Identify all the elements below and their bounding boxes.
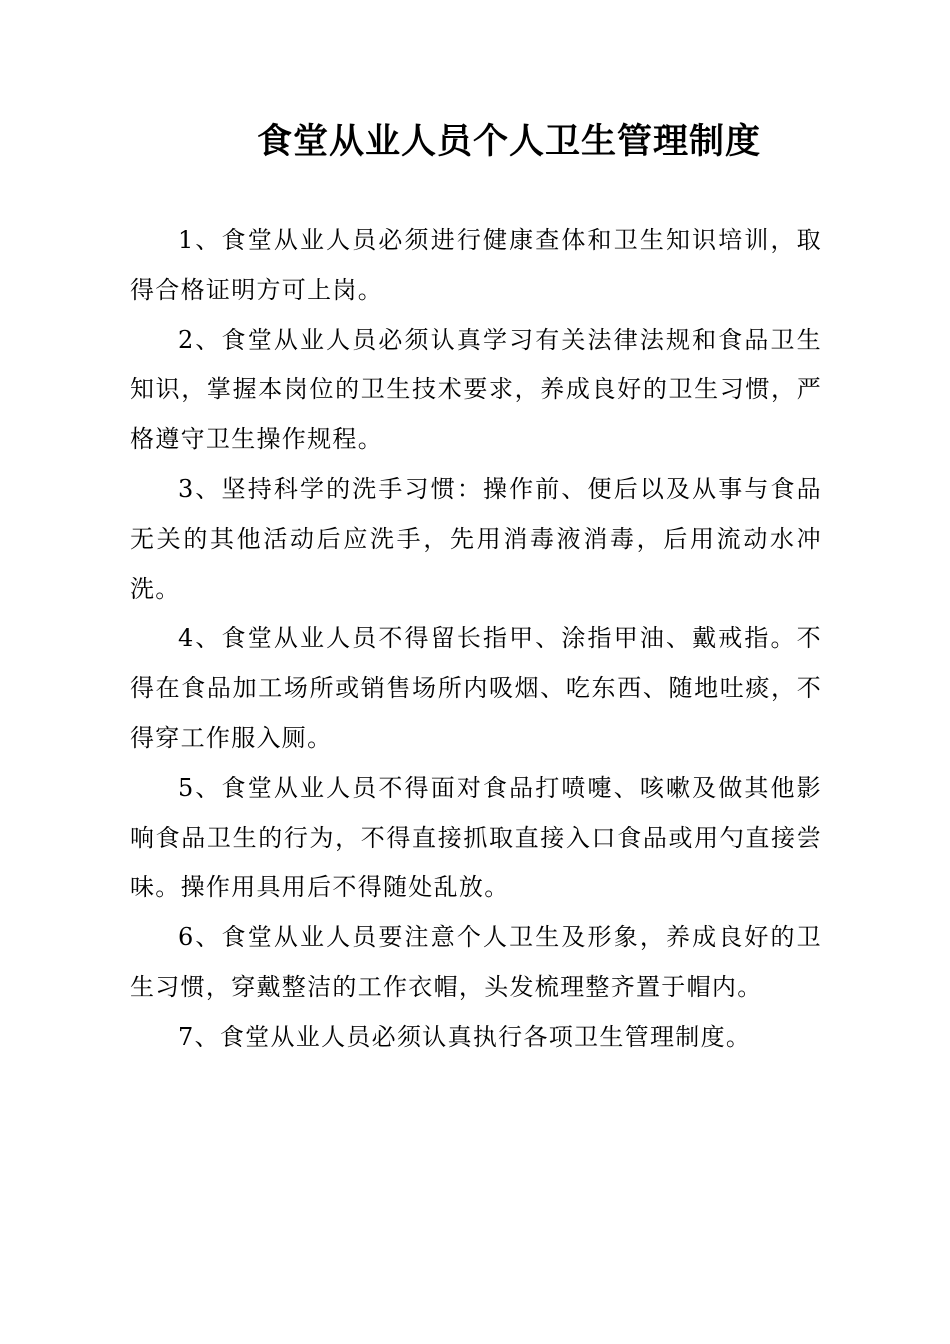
rule-paragraph-1: 1、食堂从业人员必须进行健康查体和卫生知识培训，取得合格证明方可上岗。 bbox=[130, 226, 822, 304]
rule-paragraph-2: 2、食堂从业人员必须认真学习有关法律法规和食品卫生知识，掌握本岗位的卫生技术要求，养成良好的卫生习惯，严格遵守卫生操作规程。 bbox=[130, 325, 822, 454]
document-body bbox=[130, 216, 822, 1063]
document-title: 食堂从业人员个人卫生管理制度 bbox=[256, 121, 761, 162]
rule-paragraph-4: 4、食堂从业人员不得留长指甲、涂指甲油、戴戒指。不得在食品加工场所或销售场所内吸烟、吃东西、随地吐痰，不得穿工作服入厕。 bbox=[130, 624, 822, 752]
rule-paragraph-7: 7、食堂从业人员必须认真执行各项卫生管理制度。 bbox=[178, 1022, 752, 1051]
rule-paragraph-6: 6、食堂从业人员要注意个人卫生及形象，养成良好的卫生习惯，穿戴整洁的工作衣帽，头发梳理整齐置于帽内。 bbox=[130, 923, 822, 1001]
rule-paragraph-5: 5、食堂从业人员不得面对食品打喷嚏、咳嗽及做其他影响食品卫生的行为，不得直接抓取直接入口食品或用勺直接尝味。操作用具用后不得随处乱放。 bbox=[130, 773, 822, 902]
rule-paragraph-3: 3、坚持科学的洗手习惯：操作前、便后以及从事与食品无关的其他活动后应洗手，先用消毒液消毒，后用流动水冲洗。 bbox=[130, 474, 822, 603]
